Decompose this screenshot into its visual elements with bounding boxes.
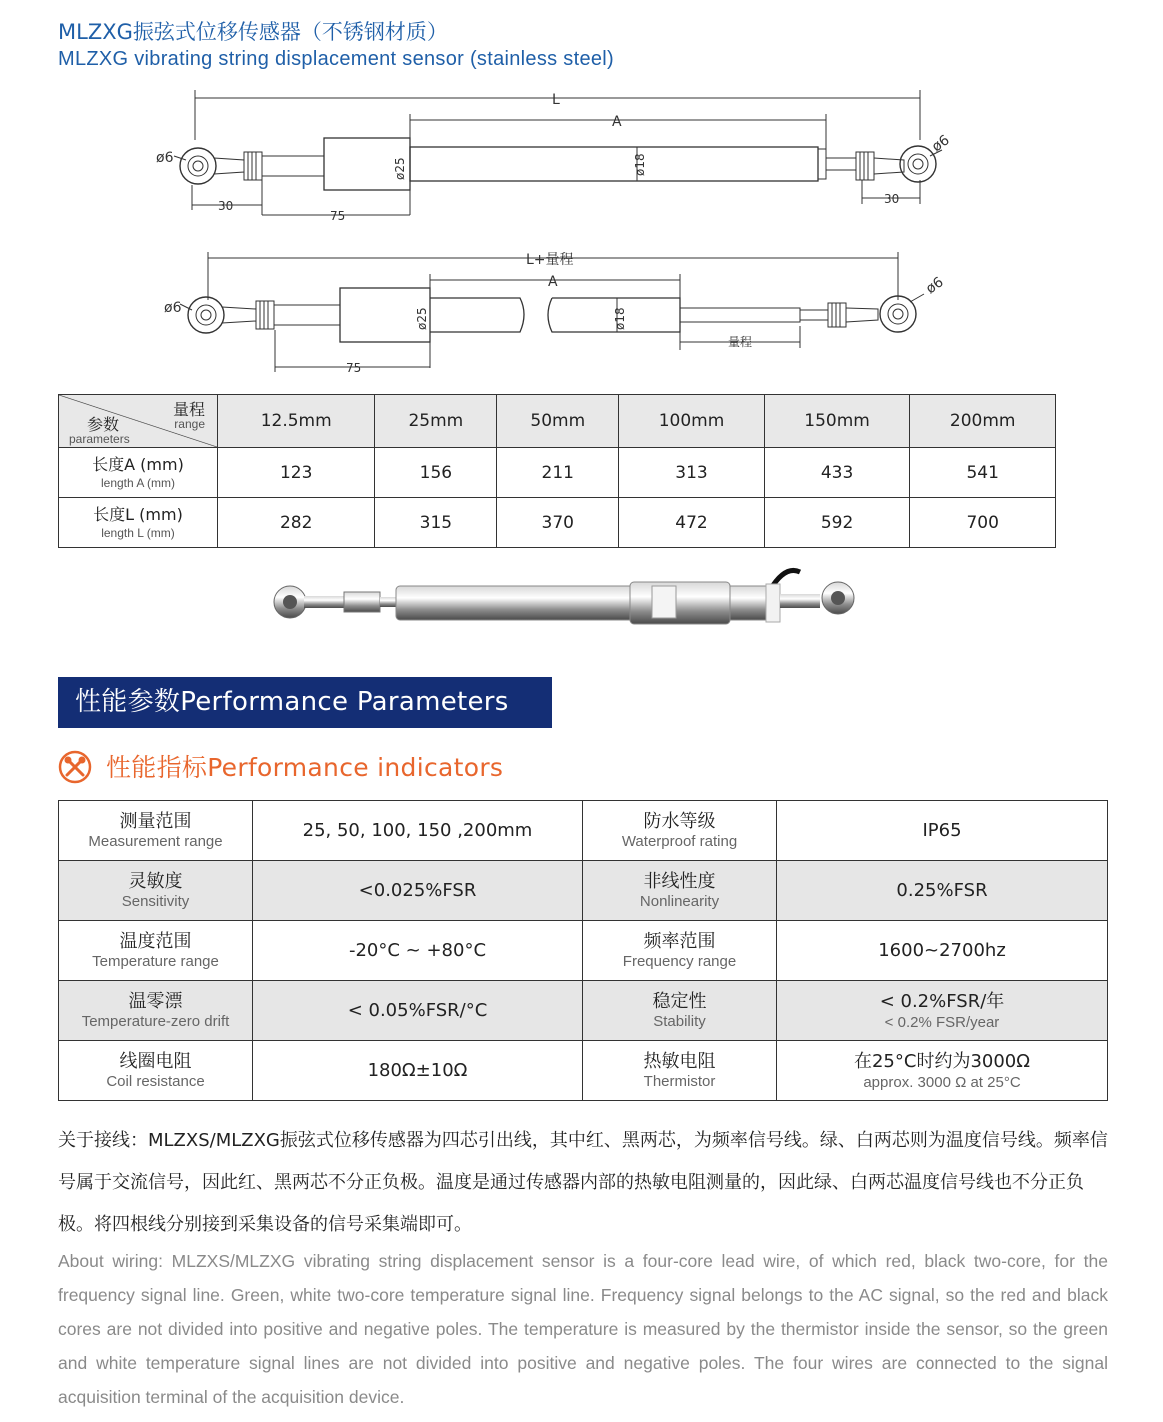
param-value-sub: approx. 3000 Ω at 25°C	[863, 1073, 1021, 1091]
performance-indicators-title: 性能指标Performance indicators	[106, 753, 504, 782]
range-header: 25mm	[375, 395, 497, 448]
param-key	[59, 981, 253, 1041]
table-row	[59, 1041, 1108, 1101]
param-value-main: < 0.2%FSR/年	[879, 990, 1005, 1012]
table-cell: 370	[497, 498, 619, 548]
param-key	[59, 1041, 253, 1101]
dim-A-label-bottom: A	[548, 274, 558, 290]
range-header: 12.5mm	[218, 395, 375, 448]
param-key-en: Sensitivity	[121, 892, 190, 910]
param-key-en: Waterproof rating	[621, 832, 738, 850]
param-key-en: Measurement range	[88, 832, 223, 850]
range-header: 200mm	[910, 395, 1056, 448]
dimension-table	[58, 394, 1056, 548]
table-row	[59, 801, 1108, 861]
range-header: 100mm	[619, 395, 765, 448]
param-key-cn: 防水等级	[643, 810, 716, 832]
table-row	[59, 921, 1108, 981]
table-row	[59, 861, 1108, 921]
table-cell: 156	[375, 448, 497, 498]
wiring-note-en: About wiring: MLZXS/MLZXG vibrating string displacement sensor is a four-core lead wire, of which red, black two-core, for the frequency signal line. Green, white two-core temperature signal line. Frequency signal belongs to the AC signal, so the red and black cores are not divided into positive and negative poles. The temperature is measured by the thermistor inside the sensor, so the green and white temperature signal lines are not divided into positive and negative poles. The four wires are connected to the signal acquisition terminal of the acquisition device.	[58, 1251, 1108, 1407]
row-label	[59, 498, 218, 548]
param-value-sub: < 0.2% FSR/year	[884, 1013, 1000, 1031]
param-key-cn: 频率范围	[643, 930, 716, 952]
table-cell: 315	[375, 498, 497, 548]
param-key-en: Thermistor	[643, 1072, 716, 1090]
param-key-cn: 稳定性	[652, 990, 707, 1012]
dim-30-left: 30	[218, 199, 234, 213]
tools-icon	[58, 750, 92, 784]
row-label-en: length A (mm)	[100, 475, 176, 490]
corner-param-en: parameters	[69, 432, 130, 446]
param-value	[777, 921, 1108, 981]
table-cell: 282	[218, 498, 375, 548]
dia-body-label: ø25	[393, 157, 407, 180]
param-value-main: 0.25%FSR	[896, 879, 988, 901]
table-cell: 541	[910, 448, 1056, 498]
param-key-en: Stability	[653, 1012, 706, 1030]
dim-L-label: L	[552, 92, 560, 108]
param-key-en: Nonlinearity	[639, 892, 720, 910]
param-key-en: Coil resistance	[106, 1072, 205, 1090]
table-row	[59, 498, 1056, 548]
dia-rod-label: ø18	[633, 153, 647, 176]
dia-body-label-bottom: ø25	[415, 307, 429, 330]
param-key-cn: 灵敏度	[128, 870, 183, 892]
param-value	[777, 1041, 1108, 1101]
param-value: 180Ω±10Ω	[253, 1041, 583, 1101]
table-row	[59, 448, 1056, 498]
table-cell: 211	[497, 448, 619, 498]
param-key-en: Frequency range	[622, 952, 737, 970]
param-key-cn: 热敏电阻	[643, 1050, 716, 1072]
param-key-cn: 非线性度	[643, 870, 716, 892]
param-key-cn: 温度范围	[119, 930, 192, 952]
param-key-en: Temperature-zero drift	[81, 1012, 230, 1030]
dia-left-label: ø6	[156, 150, 174, 166]
dia-right-label-bottom: ø6	[923, 274, 947, 298]
sensor-product-image	[260, 560, 880, 640]
dia-right-label: ø6	[929, 132, 953, 156]
param-key	[583, 861, 777, 921]
corner-range-en: range	[174, 417, 205, 431]
dim-30-right: 30	[884, 192, 900, 206]
table-cell: 592	[764, 498, 910, 548]
table-cell: 472	[619, 498, 765, 548]
table-cell: 433	[764, 448, 910, 498]
param-value: -20°C ~ +80°C	[253, 921, 583, 981]
param-key	[583, 1041, 777, 1101]
param-key	[59, 921, 253, 981]
param-key	[583, 801, 777, 861]
range-header: 150mm	[764, 395, 910, 448]
dia-rod-label-bottom: ø18	[613, 307, 627, 330]
dia-left-label-bottom: ø6	[164, 300, 182, 316]
page-title-cn: MLZXG振弦式位移传感器（不锈钢材质）	[58, 20, 448, 44]
param-value-main: IP65	[922, 819, 962, 841]
table-cell: 123	[218, 448, 375, 498]
param-value-main: 在25°C时约为3000Ω	[853, 1050, 1031, 1072]
page-title-en: MLZXG vibrating string displacement sensor (stainless steel)	[58, 48, 614, 70]
wiring-note-cn: 关于接线：MLZXS/MLZXG振弦式位移传感器为四芯引出线，其中红、黑两芯，为频率信号线。绿、白两芯则为温度信号线。频率信号属于交流信号，因此红、黑两芯不分正负极。温度是通过传感器内部的热敏电阻测量的，因此绿、白两芯温度信号线也不分正负极。将四根线分别接到采集设备的信号采集端即可。	[58, 1130, 1108, 1235]
param-value	[777, 861, 1108, 921]
dim-75-top: 75	[330, 209, 346, 223]
row-label	[59, 448, 218, 498]
param-key-en: Temperature range	[92, 952, 219, 970]
param-key	[583, 981, 777, 1041]
performance-parameters-banner: 性能参数Performance Parameters	[58, 677, 552, 728]
table-cell: 700	[910, 498, 1056, 548]
table-row	[59, 981, 1108, 1041]
param-key	[59, 801, 253, 861]
performance-table	[58, 800, 1108, 1101]
dim-range-label: 量程	[728, 335, 753, 349]
param-value	[777, 981, 1108, 1041]
param-key	[583, 921, 777, 981]
corner-param-cn: 参数	[87, 415, 120, 434]
drawing-top	[0, 80, 1163, 230]
row-label-en: length L (mm)	[101, 525, 175, 540]
range-header: 50mm	[497, 395, 619, 448]
param-value	[777, 801, 1108, 861]
dim-A-label: A	[612, 114, 622, 130]
param-key-cn: 线圈电阻	[119, 1050, 192, 1072]
param-value-main: 1600~2700hz	[878, 939, 1006, 961]
row-label-cn: 长度A (mm)	[92, 454, 184, 474]
table-corner-cell	[59, 395, 218, 448]
corner-range-cn: 量程	[172, 400, 205, 419]
row-label-cn: 长度L (mm)	[93, 504, 183, 524]
table-cell: 313	[619, 448, 765, 498]
param-key-cn: 温零漂	[128, 990, 183, 1012]
drawing-bottom	[0, 240, 1163, 380]
param-value: 25, 50, 100, 150 ,200mm	[253, 801, 583, 861]
dim-L-range-label: L+量程	[526, 252, 574, 268]
dim-75-bottom: 75	[346, 361, 362, 375]
param-value: < 0.05%FSR/°C	[253, 981, 583, 1041]
param-value: <0.025%FSR	[253, 861, 583, 921]
param-key-cn: 测量范围	[119, 810, 192, 832]
param-key	[59, 861, 253, 921]
